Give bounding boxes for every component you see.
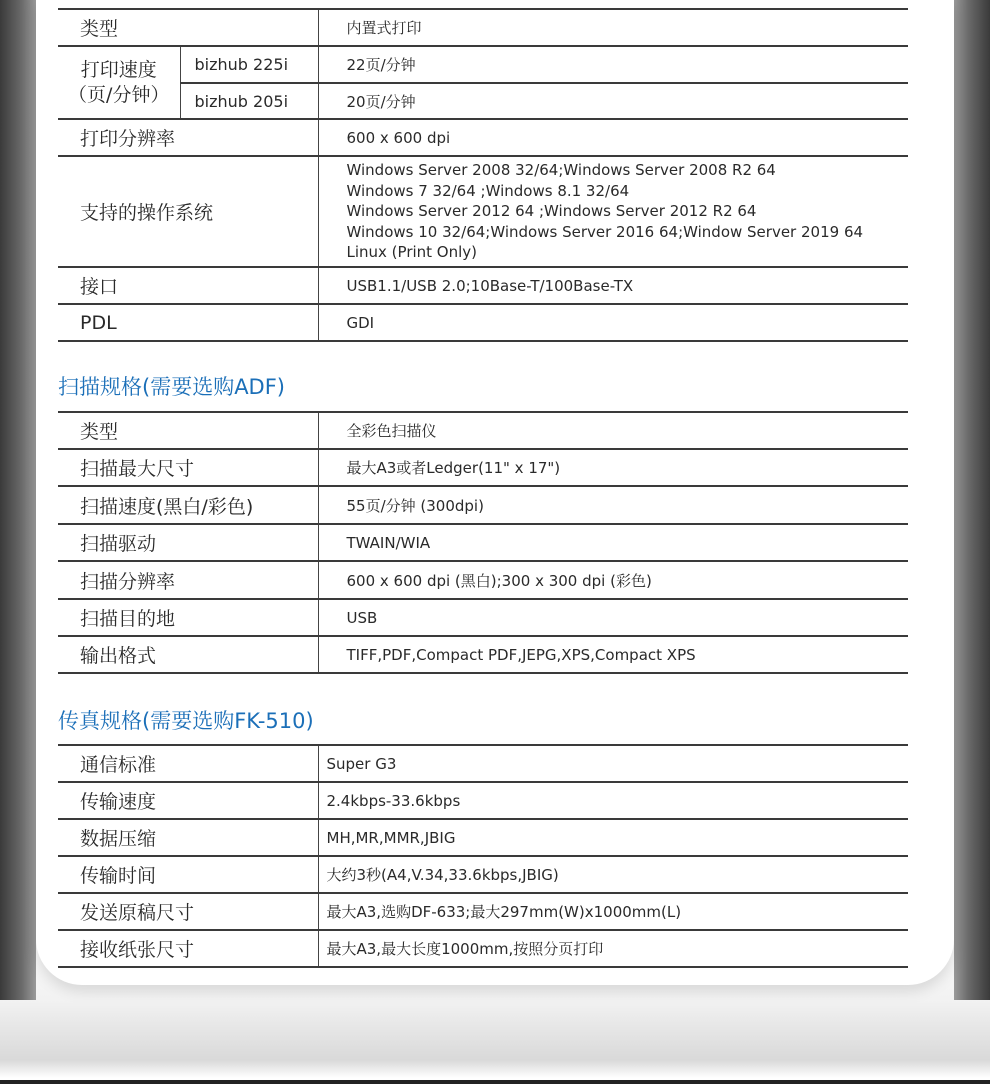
model-name: bizhub 205i <box>180 83 318 119</box>
table-row <box>58 745 908 782</box>
row-label: 传输速度 <box>58 782 318 819</box>
right-dark-border <box>954 0 990 1000</box>
table-row <box>58 267 908 304</box>
fax-spec-title: 传真规格(需要选购FK-510) <box>58 709 314 733</box>
row-label: 数据压缩 <box>58 819 318 856</box>
table-row <box>58 893 908 930</box>
os-list: Windows Server 2008 32/64;Windows Server 2008 R2 64 Windows 7 32/64 ;Windows 8.1 32/64 Windows Server 2012 64 ;Windows Server 2012 R2 64 Windows 10 32/64;Windows Server 2016 64;Window Server 2019 64 Linux (Print Only) <box>318 156 908 267</box>
row-value: TIFF,PDF,Compact PDF,JEPG,XPS,Compact XPS <box>318 636 908 673</box>
row-label: 接收纸张尺寸 <box>58 930 318 967</box>
table-row <box>58 561 908 599</box>
table-row <box>58 636 908 673</box>
row-value: 大约3秒(A4,V.34,33.6kbps,JBIG) <box>318 856 908 893</box>
print-spec-table <box>58 8 908 342</box>
row-label: 类型 <box>58 9 318 46</box>
table-row <box>58 83 908 119</box>
table-row <box>58 9 908 46</box>
row-value: 全彩色扫描仪 <box>318 412 908 449</box>
table-row <box>58 856 908 893</box>
row-value: TWAIN/WIA <box>318 524 908 561</box>
row-value: 55页/分钟 (300dpi) <box>318 486 908 524</box>
scan-spec-table <box>58 411 908 674</box>
row-label: 类型 <box>58 412 318 449</box>
table-row <box>58 304 908 341</box>
table-row <box>58 156 908 267</box>
left-dark-border <box>0 0 36 1000</box>
row-label: 通信标准 <box>58 745 318 782</box>
row-value: 2.4kbps-33.6kbps <box>318 782 908 819</box>
row-value: 600 x 600 dpi (黑白);300 x 300 dpi (彩色) <box>318 561 908 599</box>
row-value: 20页/分钟 <box>318 83 908 119</box>
table-row <box>58 46 908 83</box>
table-row <box>58 599 908 636</box>
table-row <box>58 449 908 486</box>
table-row <box>58 486 908 524</box>
row-value: GDI <box>318 304 908 341</box>
row-label: 扫描驱动 <box>58 524 318 561</box>
row-value: 22页/分钟 <box>318 46 908 83</box>
os-label: 支持的操作系统 <box>58 156 318 267</box>
table-row <box>58 412 908 449</box>
table-row <box>58 119 908 156</box>
table-row <box>58 930 908 967</box>
row-value: 最大A3,选购DF-633;最大297mm(W)x1000mm(L) <box>318 893 908 930</box>
row-label: 传输时间 <box>58 856 318 893</box>
row-label: PDL <box>58 304 318 341</box>
row-value: USB <box>318 599 908 636</box>
row-value: 内置式打印 <box>318 9 908 46</box>
row-value: USB1.1/USB 2.0;10Base-T/100Base-TX <box>318 267 908 304</box>
row-value: MH,MR,MMR,JBIG <box>318 819 908 856</box>
table-row <box>58 782 908 819</box>
row-label: 扫描速度(黑白/彩色) <box>58 486 318 524</box>
bottom-border <box>0 1080 990 1084</box>
row-label: 扫描目的地 <box>58 599 318 636</box>
row-value: 最大A3或者Ledger(11" x 17") <box>318 449 908 486</box>
fax-spec-table <box>58 744 908 968</box>
row-label: 打印分辨率 <box>58 119 318 156</box>
print-speed-label: 打印速度 （页/分钟） <box>58 46 180 119</box>
row-label: 发送原稿尺寸 <box>58 893 318 930</box>
row-value: 最大A3,最大长度1000mm,按照分页打印 <box>318 930 908 967</box>
scan-spec-title: 扫描规格(需要选购ADF) <box>58 375 286 399</box>
row-label: 扫描最大尺寸 <box>58 449 318 486</box>
table-row <box>58 524 908 561</box>
model-name: bizhub 225i <box>180 46 318 83</box>
row-value: Super G3 <box>318 745 908 782</box>
row-label: 接口 <box>58 267 318 304</box>
row-label: 扫描分辨率 <box>58 561 318 599</box>
table-row <box>58 819 908 856</box>
row-value: 600 x 600 dpi <box>318 119 908 156</box>
row-label: 输出格式 <box>58 636 318 673</box>
